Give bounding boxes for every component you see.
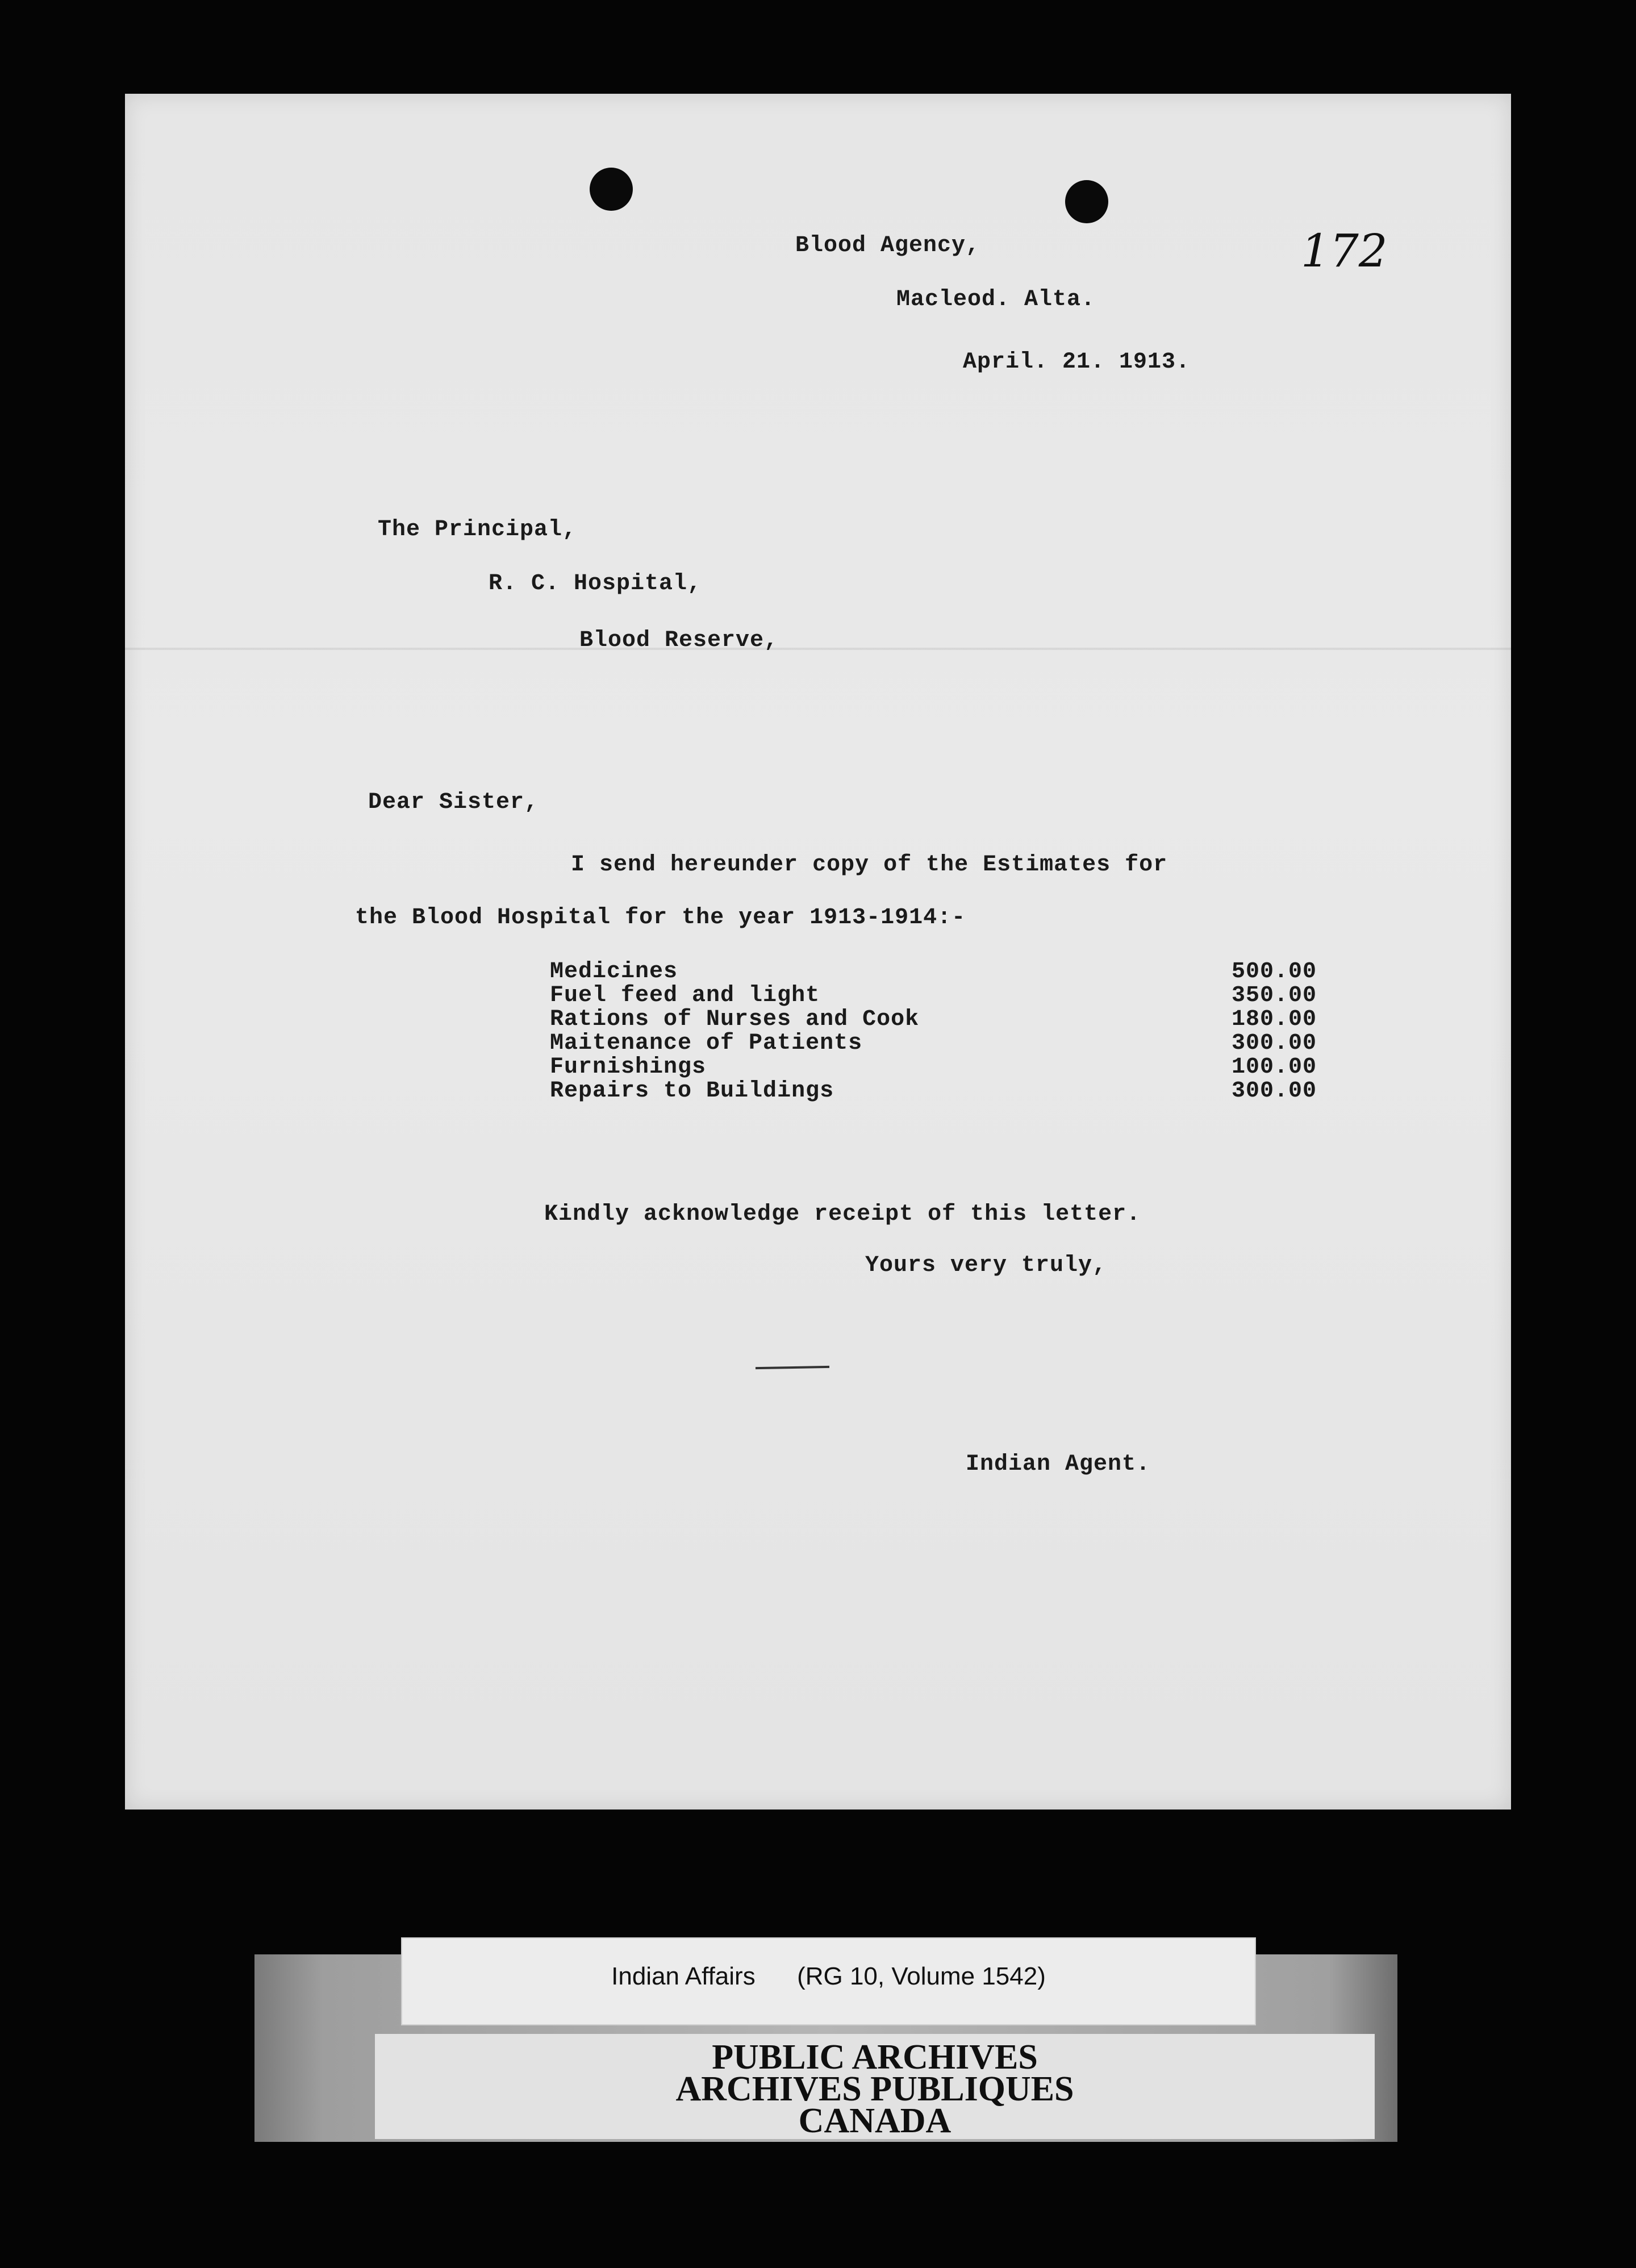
agency-line: Blood Agency, (795, 233, 980, 259)
estimate-amount: 300.00 (1231, 1031, 1317, 1056)
body-line-1: I send hereunder copy of the Estimates for (571, 852, 1168, 878)
recipient-line-2: R. C. Hospital, (489, 571, 702, 597)
closing: Yours very truly, (865, 1253, 1107, 1278)
fold-line (125, 648, 1511, 650)
estimate-row (550, 984, 1317, 1008)
estimate-item: Maitenance of Patients (550, 1031, 863, 1056)
estimate-amount: 100.00 (1231, 1054, 1317, 1080)
estimate-item: Rations of Nurses and Cook (550, 1007, 920, 1032)
estimate-amount: 180.00 (1231, 1007, 1317, 1032)
recipient-line-1: The Principal, (378, 517, 577, 543)
stamp-line-1: PUBLIC ARCHIVES (712, 2038, 1038, 2077)
estimate-item: Repairs to Buildings (550, 1078, 834, 1104)
estimate-row (550, 1032, 1317, 1056)
body-line-2: the Blood Hospital for the year 1913-1914:- (355, 905, 966, 931)
estimate-row (550, 960, 1317, 984)
acknowledge-request: Kindly acknowledge receipt of this letter. (544, 1202, 1141, 1227)
estimate-row (550, 1079, 1317, 1103)
estimate-item: Medicines (550, 959, 678, 985)
estimate-item: Furnishings (550, 1054, 707, 1080)
salutation: Dear Sister, (368, 790, 539, 815)
page-number: 172 (1301, 224, 1388, 277)
estimate-amount: 350.00 (1231, 983, 1317, 1008)
letter-page (125, 94, 1511, 1810)
archive-reference-text (402, 1962, 1255, 1991)
stamp-line-2: ARCHIVES PUBLIQUES (675, 2070, 1074, 2108)
estimates-list (550, 960, 1317, 1103)
punch-hole-left (590, 168, 633, 211)
archive-stamp-label (375, 2034, 1375, 2139)
signature-title: Indian Agent. (966, 1452, 1151, 1477)
estimate-row (550, 1056, 1317, 1079)
location-line: Macleod. Alta. (896, 287, 1096, 312)
punch-hole-right (1065, 180, 1108, 223)
stamp-line-3: CANADA (798, 2102, 951, 2140)
collection-name: Indian Affairs (611, 1962, 756, 1990)
archive-reference-label (401, 1937, 1256, 2025)
signature-pen-mark (756, 1366, 829, 1369)
date-line: April. 21. 1913. (963, 349, 1191, 375)
estimate-item: Fuel feed and light (550, 983, 820, 1008)
collection-reference: (RG 10, Volume 1542) (797, 1962, 1046, 1990)
estimate-amount: 300.00 (1231, 1078, 1317, 1104)
estimate-amount: 500.00 (1231, 959, 1317, 985)
recipient-line-3: Blood Reserve, (579, 628, 779, 653)
estimate-row (550, 1008, 1317, 1032)
